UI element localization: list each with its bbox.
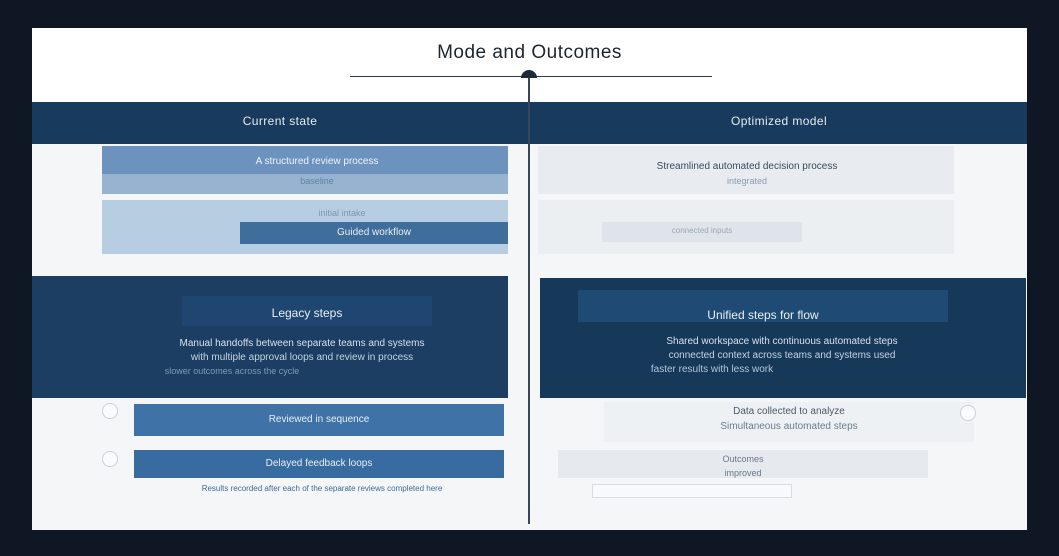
left-footer-note: Results recorded after each of the separate reviews completed here (201, 484, 443, 493)
right-panel-line2: connected context across teams and systems used (668, 350, 896, 361)
right-dot-1 (960, 405, 976, 421)
left-strip-1-label: Reviewed in sequence (268, 414, 370, 425)
left-strip-2-label: Delayed feedback loops (265, 458, 373, 469)
left-column-header: Current state (242, 114, 318, 128)
left-panel-line2: with multiple approval loops and review in process (190, 352, 414, 363)
left-card-1-line2: baseline (300, 176, 334, 186)
right-card-1-line1: Streamlined automated decision process (656, 161, 838, 172)
left-panel-line1: Manual handoffs between separate teams and systems (179, 338, 425, 349)
comparison-frame (32, 28, 1027, 530)
left-panel-title: Legacy steps (271, 306, 343, 320)
right-panel-line3: faster results with less work (650, 364, 774, 375)
left-panel-line3: slower outcomes across the cycle (164, 366, 300, 376)
right-panel-title: Unified steps for flow (707, 308, 819, 322)
left-card-2-note: initial intake (318, 208, 366, 218)
right-box-2-line1: Outcomes (722, 454, 764, 464)
right-card-1-line2: integrated (726, 176, 768, 186)
right-panel-line1: Shared workspace with continuous automated steps (666, 336, 898, 347)
right-box-1-line1: Data collected to analyze (733, 406, 845, 417)
left-dot-1 (102, 403, 118, 419)
left-dot-2 (102, 451, 118, 467)
right-box-2-line2: improved (724, 468, 762, 478)
right-box-3 (592, 484, 792, 498)
page-title: Mode and Outcomes (437, 42, 622, 63)
right-card-2-note: connected inputs (671, 226, 733, 235)
center-divider (528, 72, 530, 524)
left-card-1-line1: A structured review process (255, 156, 379, 167)
left-guided-button-label[interactable]: Guided workflow (337, 227, 411, 238)
right-box-1-line2: Simultaneous automated steps (720, 421, 858, 432)
left-dark-panel (32, 276, 508, 398)
right-column-header: Optimized model (730, 114, 828, 128)
